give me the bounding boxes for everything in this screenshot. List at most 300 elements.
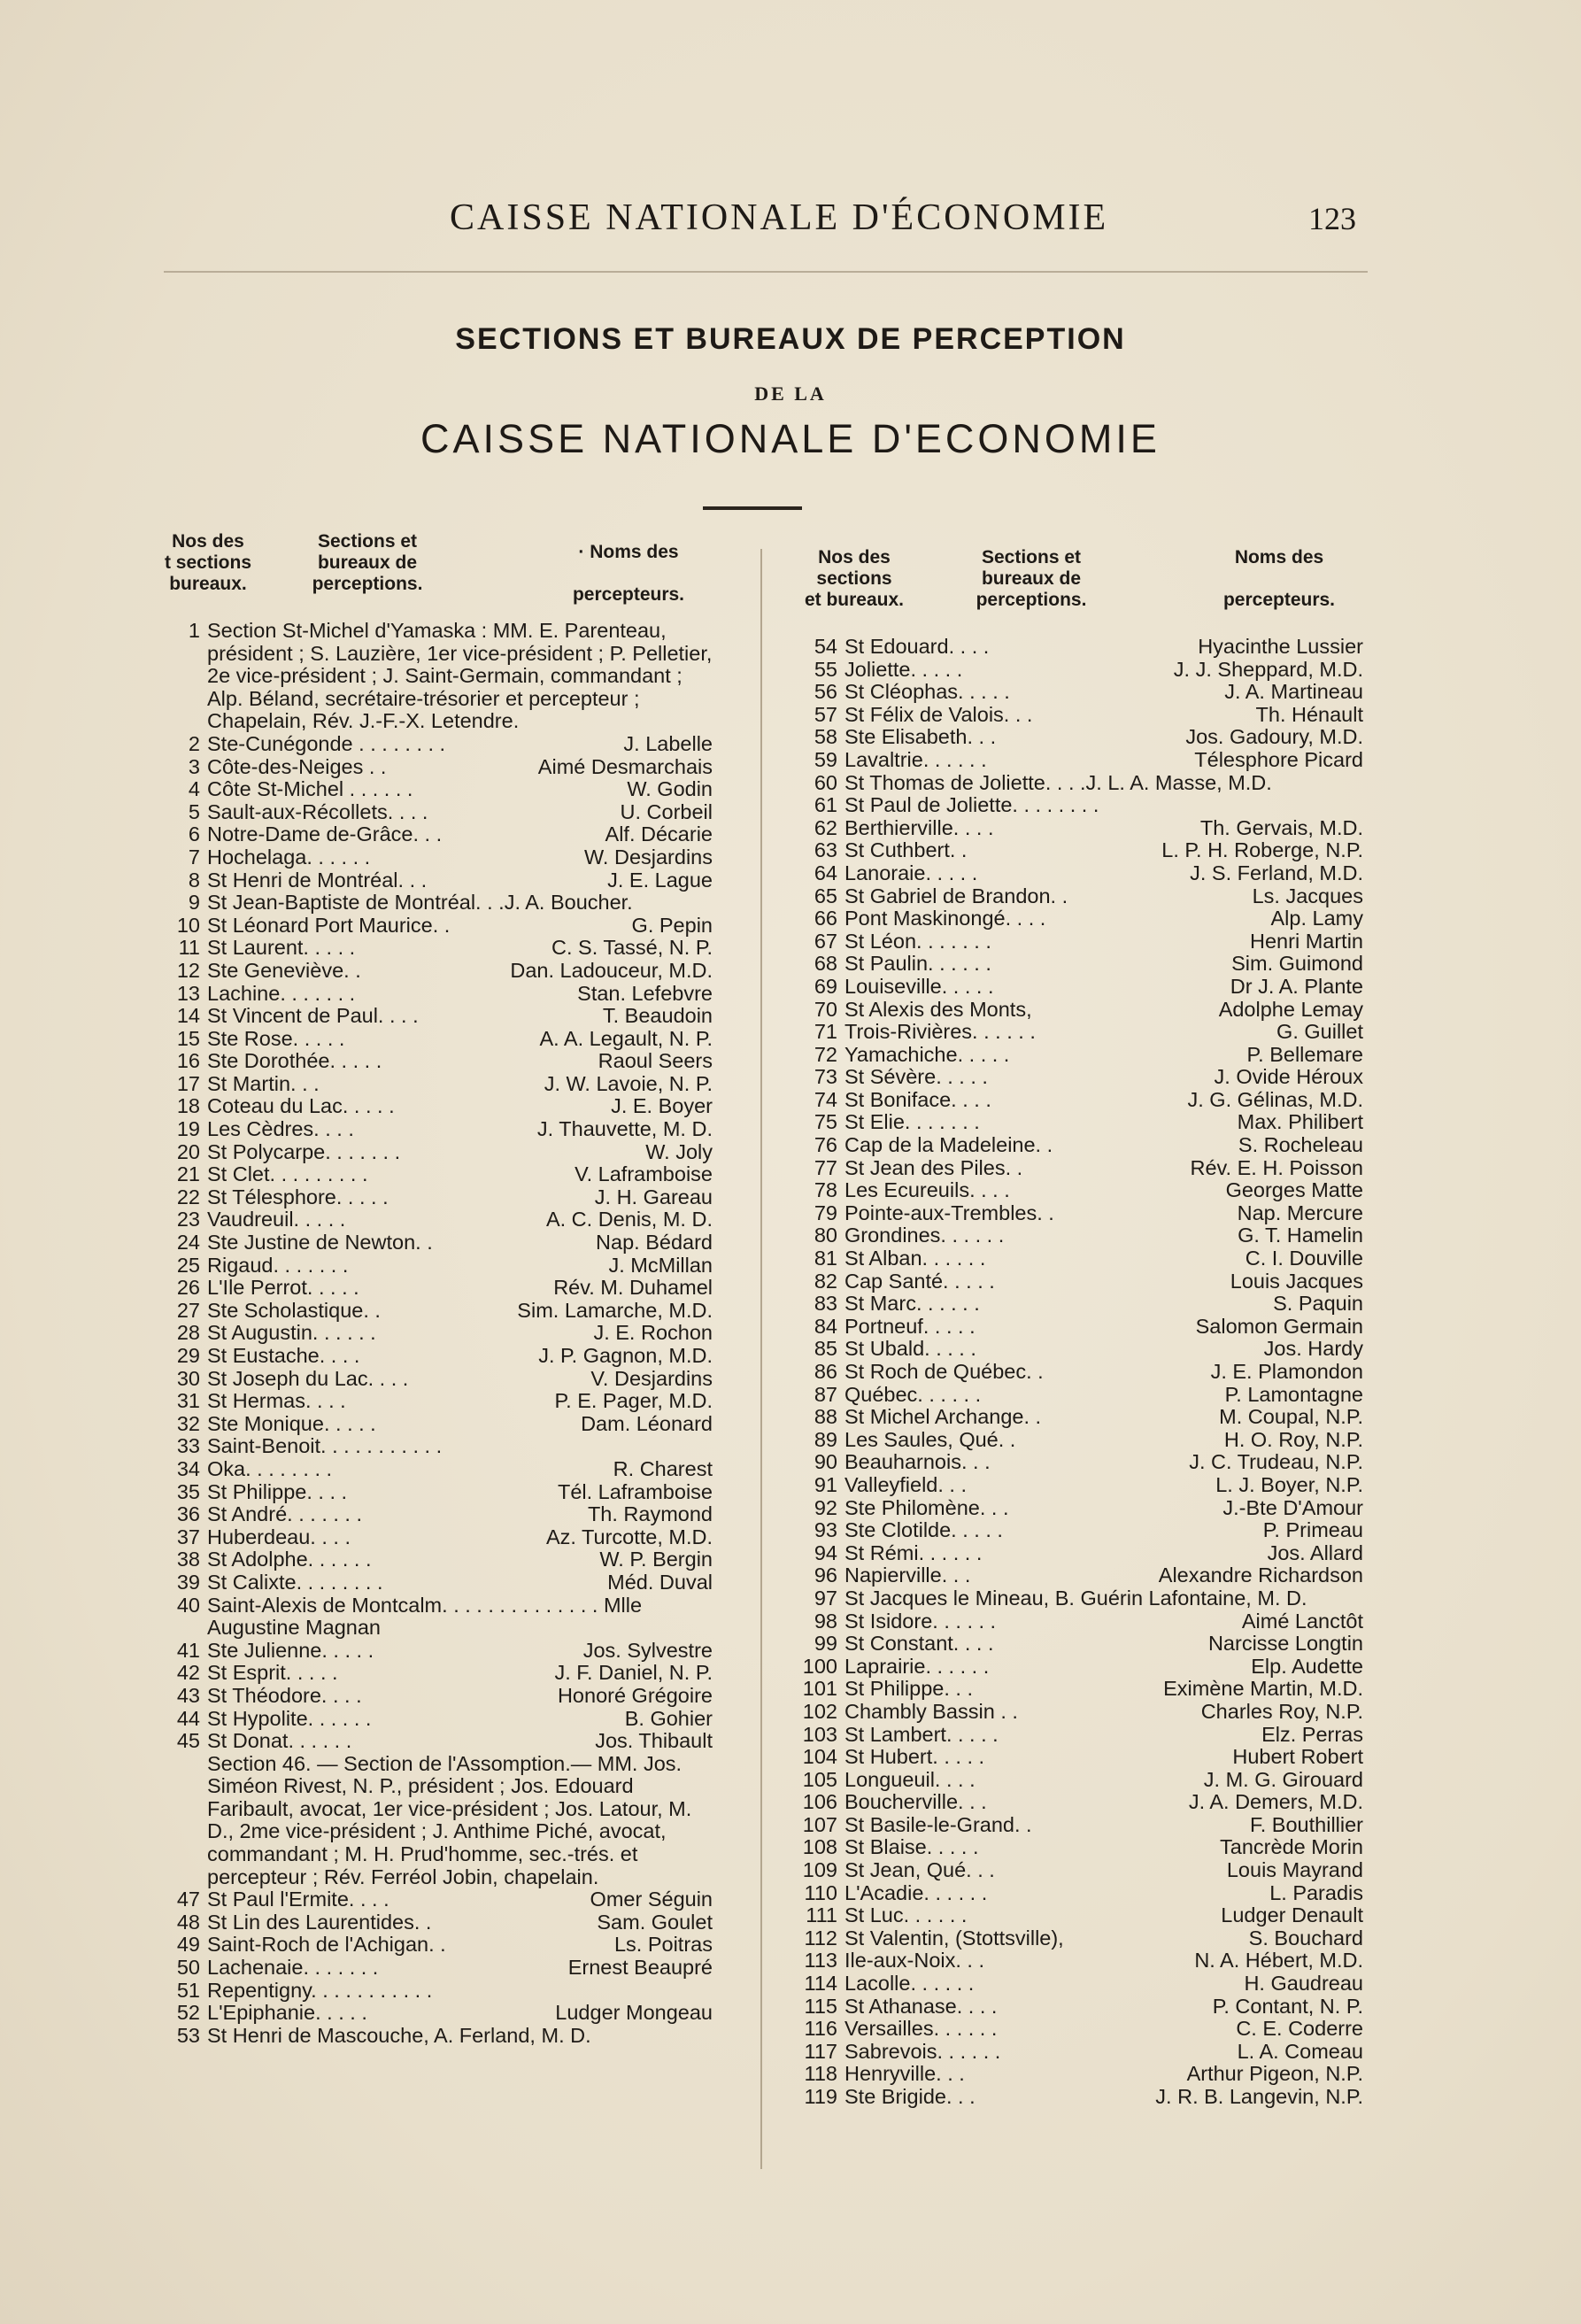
section-text: Oka. . . . . . . . bbox=[207, 1456, 333, 1480]
list-item bbox=[159, 1028, 713, 1051]
percepteur-name: Georges Matte bbox=[1225, 1178, 1363, 1202]
section-text: Les Saules, Qué. . bbox=[844, 1427, 1016, 1451]
section-number: 34 bbox=[176, 1456, 200, 1480]
section-text: L'Epiphanie. . . . . bbox=[207, 2001, 367, 2025]
list-item bbox=[797, 1927, 1363, 1950]
section-text: Ile-aux-Noix. . . bbox=[844, 1949, 985, 1973]
section-number: 5 bbox=[188, 799, 200, 823]
section-number: 51 bbox=[176, 1978, 200, 2002]
list-item bbox=[797, 976, 1363, 999]
percepteur-name: G. Pepin bbox=[631, 913, 713, 937]
section-number: 54 bbox=[814, 635, 837, 658]
section-number: 52 bbox=[176, 2001, 200, 2025]
list-item bbox=[797, 1610, 1363, 1633]
percepteur-name: Hyacinthe Lussier bbox=[1198, 635, 1363, 658]
section-number: 48 bbox=[176, 1910, 200, 1934]
list-item bbox=[797, 1293, 1363, 1316]
page-number: 123 bbox=[1308, 201, 1356, 236]
header-sections-bureaux: Sections et bureaux de perceptions. bbox=[976, 547, 1087, 610]
section-number: 78 bbox=[814, 1178, 837, 1202]
section-text: St Félix de Valois. . . bbox=[844, 702, 1033, 726]
section-number: 53 bbox=[176, 2023, 200, 2047]
section-text: L'Ile Perrot. . . . . bbox=[207, 1276, 359, 1300]
section-text: Ste Philomène. . . bbox=[844, 1495, 1009, 1519]
title-rule bbox=[703, 506, 802, 510]
section-number: 2 bbox=[188, 731, 200, 755]
section-number: 83 bbox=[814, 1292, 837, 1316]
section-number: 4 bbox=[188, 777, 200, 801]
section-text: Valleyfield. . . bbox=[844, 1472, 968, 1496]
section-text: Rigaud. . . . . . . bbox=[207, 1253, 349, 1277]
percepteur-name: Max. Philibert bbox=[1237, 1110, 1363, 1134]
section-text: Hochelaga. . . . . . bbox=[207, 845, 371, 869]
section-number: 69 bbox=[814, 974, 837, 998]
list-item bbox=[797, 1701, 1363, 1724]
section-number: 37 bbox=[176, 1525, 200, 1548]
section-number: 118 bbox=[804, 2062, 837, 2086]
percepteur-name: J. C. Trudeau, N.P. bbox=[1189, 1450, 1363, 1474]
section-text: Napierville. . . bbox=[844, 1563, 971, 1587]
right-column-headers bbox=[797, 547, 1363, 636]
list-item bbox=[797, 1157, 1363, 1180]
section-number: 87 bbox=[814, 1382, 837, 1406]
percepteur-name: Dan. Ladouceur, M.D. bbox=[510, 958, 713, 982]
section-text: St Théodore. . . . bbox=[207, 1683, 362, 1707]
section-number: 107 bbox=[802, 1812, 837, 1836]
list-item bbox=[797, 1724, 1363, 1747]
section-number: 12 bbox=[176, 958, 200, 982]
section-number: 31 bbox=[176, 1389, 200, 1413]
list-item bbox=[159, 1640, 713, 1663]
section-text: Sabrevois. . . . . . bbox=[844, 2039, 1001, 2063]
section-number: 41 bbox=[176, 1638, 200, 1662]
percepteur-name: J. H. Gareau bbox=[594, 1185, 713, 1208]
percepteur-name: Alp. Lamy bbox=[1270, 907, 1363, 930]
percepteur-name: Dam. Léonard bbox=[581, 1411, 713, 1435]
percepteur-name: Th. Gervais, M.D. bbox=[1199, 815, 1363, 839]
section-text: St Polycarpe. . . . . . . bbox=[207, 1139, 401, 1163]
list-item bbox=[159, 1300, 713, 1323]
percepteur-name: S. Rocheleau bbox=[1238, 1133, 1363, 1157]
section-text: St Lambert. . . . . bbox=[844, 1722, 999, 1746]
section-number: 84 bbox=[814, 1314, 837, 1338]
section-text: St Eustache. . . . bbox=[207, 1344, 360, 1367]
section-number: 23 bbox=[176, 1208, 200, 1231]
list-item bbox=[159, 1435, 713, 1458]
section-text: St Michel Archange. . bbox=[844, 1405, 1042, 1429]
section-number: 71 bbox=[814, 1020, 837, 1044]
percepteur-name: Ludger Denault bbox=[1221, 1903, 1363, 1927]
list-item bbox=[159, 1368, 713, 1391]
section-number: 28 bbox=[176, 1321, 200, 1345]
section-text: Ste Dorothée. . . . . bbox=[207, 1049, 382, 1073]
percepteur-name: Elz. Perras bbox=[1261, 1722, 1363, 1746]
section-number: 77 bbox=[814, 1155, 837, 1179]
section-text: St Philippe. . . bbox=[844, 1677, 973, 1701]
section-number: 57 bbox=[814, 702, 837, 726]
percepteur-name: P. Primeau bbox=[1262, 1518, 1363, 1542]
percepteur-name: F. Bouthillier bbox=[1250, 1812, 1363, 1836]
title-line-1: SECTIONS ET BUREAUX DE PERCEPTION bbox=[455, 322, 1126, 356]
percepteur-name: A. A. Legault, N. P. bbox=[539, 1026, 713, 1050]
percepteur-name: N. A. Hébert, M.D. bbox=[1194, 1949, 1363, 1973]
section-number: 70 bbox=[814, 997, 837, 1021]
list-item bbox=[797, 681, 1363, 704]
list-item bbox=[159, 1458, 713, 1481]
percepteur-name: Az. Turcotte, M.D. bbox=[545, 1525, 713, 1548]
list-item bbox=[159, 1163, 713, 1186]
percepteur-name: Omer Séguin bbox=[590, 1888, 713, 1911]
percepteur-name: J. Labelle bbox=[623, 731, 713, 755]
percepteur-name: J. F. Daniel, N. P. bbox=[554, 1661, 713, 1685]
list-item bbox=[797, 2086, 1363, 2109]
section-number: 111 bbox=[806, 1903, 837, 1927]
percepteur-name: Henri Martin bbox=[1250, 929, 1363, 953]
list-item bbox=[797, 636, 1363, 659]
section-text: Lacolle. . . . . . bbox=[844, 1972, 975, 1996]
section-text: St Athanase. . . . bbox=[844, 1994, 998, 2018]
section-number: 65 bbox=[814, 884, 837, 907]
section-text: St Léonard Port Maurice. . bbox=[207, 913, 451, 937]
section-text: Coteau du Lac. . . . . bbox=[207, 1094, 395, 1118]
section-text: St Blaise. . . . . bbox=[844, 1835, 979, 1859]
section-text: St Alexis des Monts, bbox=[844, 997, 1032, 1021]
percepteur-name: M. Coupal, N.P. bbox=[1219, 1405, 1363, 1429]
section-text: Côte St-Michel . . . . . . bbox=[207, 777, 413, 801]
list-item bbox=[159, 846, 713, 869]
list-item bbox=[797, 1044, 1363, 1067]
section-text: Saint-Roch de l'Achigan. . bbox=[207, 1933, 446, 1957]
section-text: Ste Justine de Newton. . bbox=[207, 1231, 433, 1255]
list-item bbox=[797, 1791, 1363, 1814]
section-text: Ste Rose. . . . . bbox=[207, 1026, 345, 1050]
section-text: St Léon. . . . . . . bbox=[844, 929, 991, 953]
section-text: Yamachiche. . . . . bbox=[844, 1042, 1010, 1066]
percepteur-name: C. E. Coderre bbox=[1236, 2017, 1363, 2041]
section-text: St Isidore. . . . . . bbox=[844, 1609, 997, 1633]
section-text: Huberdeau. . . . bbox=[207, 1525, 351, 1548]
list-item bbox=[797, 749, 1363, 772]
section-text: St Adolphe. . . . . . bbox=[207, 1548, 372, 1571]
section-number: 114 bbox=[804, 1972, 837, 1996]
list-item bbox=[797, 1089, 1363, 1112]
section-number: 27 bbox=[176, 1298, 200, 1322]
section-text: St André. . . . . . . bbox=[207, 1502, 363, 1526]
list-item bbox=[159, 1073, 713, 1096]
header-sections-bureaux: Sections et bureaux de perceptions. bbox=[312, 531, 423, 594]
percepteur-name: Sam. Goulet bbox=[597, 1910, 713, 1934]
section-number: 60 bbox=[814, 770, 837, 794]
list-item bbox=[159, 1255, 713, 1278]
section-text: Boucherville. . . bbox=[844, 1790, 987, 1814]
percepteur-name: Jos. Gadoury, M.D. bbox=[1185, 725, 1363, 749]
header-percepteurs: · Noms des percepteurs. bbox=[572, 542, 685, 605]
section-number: 11 bbox=[178, 936, 200, 960]
percepteur-name: Th. Hénault bbox=[1255, 702, 1363, 726]
section-number: 29 bbox=[176, 1344, 200, 1367]
section-text: Joliette. . . . . bbox=[844, 657, 963, 681]
section-number: 6 bbox=[188, 822, 200, 846]
list-item bbox=[159, 1708, 713, 1731]
section-text: Section St-Michel d'Yamaska : MM. E. Parenteau, président ; S. Lauzière, 1er vice-président ; P. Pelletier, 2e vice-président ; J. Saint-Germain, commandant ; Alp. Béland, secrétaire-trésorier et percepteur ; Chapelain, Rév. J.-F.-X. Letendre. bbox=[207, 619, 713, 733]
percepteur-name: Jos. Hardy bbox=[1263, 1337, 1363, 1361]
section-text: Ste Elisabeth. . . bbox=[844, 725, 997, 749]
list-item bbox=[159, 937, 713, 960]
section-number: 9 bbox=[188, 891, 200, 915]
section-number: 59 bbox=[814, 747, 837, 771]
section-number: 96 bbox=[814, 1563, 837, 1587]
header-section-numbers: Nos des sections et bureaux. bbox=[804, 547, 905, 610]
list-item bbox=[797, 2018, 1363, 2041]
percepteur-name: Tél. Laframboise bbox=[557, 1479, 713, 1503]
percepteur-name: L. P. H. Roberge, N.P. bbox=[1161, 838, 1363, 862]
percepteur-name: Nap. Bédard bbox=[596, 1231, 713, 1255]
section-text: St Lin des Laurentides. . bbox=[207, 1910, 432, 1934]
section-text: Longueuil. . . . bbox=[844, 1767, 976, 1791]
list-item bbox=[797, 1542, 1363, 1565]
percepteur-name: P. Bellemare bbox=[1246, 1042, 1363, 1066]
list-item bbox=[159, 1730, 713, 1753]
section-number: 112 bbox=[804, 1926, 837, 1950]
list-item bbox=[797, 1270, 1363, 1293]
percepteur-name: J. E. Rochon bbox=[593, 1321, 713, 1345]
list-item bbox=[159, 756, 713, 779]
section-text: Louiseville. . . . . bbox=[844, 974, 994, 998]
section-text: Ste Clotilde. . . . . bbox=[844, 1518, 1003, 1542]
section-text: St Ubald. . . . . bbox=[844, 1337, 976, 1361]
percepteur-name: Charles Roy, N.P. bbox=[1200, 1699, 1363, 1723]
percepteur-name: C. I. Douville bbox=[1245, 1247, 1363, 1270]
left-entry-list bbox=[159, 620, 713, 2047]
section-number: 105 bbox=[802, 1767, 837, 1791]
section-text: Berthierville. . . . bbox=[844, 815, 994, 839]
section-number: 44 bbox=[176, 1706, 200, 1730]
section-number: 119 bbox=[804, 2085, 837, 2108]
percepteur-name: J. A. Demers, M.D. bbox=[1188, 1790, 1363, 1814]
percepteur-name: Louis Jacques bbox=[1230, 1269, 1363, 1293]
section-number: 63 bbox=[814, 838, 837, 862]
percepteur-name: J. Thauvette, M. D. bbox=[536, 1117, 713, 1141]
section-text: Pointe-aux-Trembles. . bbox=[844, 1201, 1054, 1224]
section-number: 72 bbox=[814, 1042, 837, 1066]
section-text: Beauharnois. . . bbox=[844, 1450, 991, 1474]
section-text: St Basile-le-Grand. . bbox=[844, 1812, 1032, 1836]
list-item bbox=[797, 1973, 1363, 1996]
percepteur-name: Louis Mayrand bbox=[1226, 1858, 1363, 1882]
list-item bbox=[159, 1980, 713, 2003]
list-item bbox=[797, 1384, 1363, 1407]
list-item bbox=[159, 1277, 713, 1300]
section-number: 43 bbox=[176, 1683, 200, 1707]
percepteur-name: G. Guillet bbox=[1276, 1020, 1363, 1044]
list-item bbox=[797, 1224, 1363, 1247]
section-number: 75 bbox=[814, 1110, 837, 1134]
section-number: 7 bbox=[188, 845, 200, 869]
percepteur-name: G. T. Hamelin bbox=[1238, 1224, 1363, 1247]
section-number: 35 bbox=[176, 1479, 200, 1503]
section-number: 110 bbox=[804, 1880, 837, 1904]
percepteur-name: Eximène Martin, M.D. bbox=[1163, 1677, 1363, 1701]
section-number: 64 bbox=[814, 861, 837, 884]
list-item bbox=[797, 885, 1363, 908]
section-number: 26 bbox=[176, 1276, 200, 1300]
section-text: St Hubert. . . . . bbox=[844, 1745, 985, 1769]
list-item bbox=[797, 1519, 1363, 1542]
percepteur-name: J. J. Sheppard, M.D. bbox=[1173, 657, 1363, 681]
list-item bbox=[159, 915, 713, 938]
section-text: St Valentin, (Stottsville), bbox=[844, 1926, 1064, 1950]
list-item bbox=[159, 620, 713, 733]
section-text: L'Acadie. . . . . . bbox=[844, 1880, 988, 1904]
list-item bbox=[159, 892, 713, 915]
list-item bbox=[159, 1503, 713, 1526]
list-item bbox=[797, 1678, 1363, 1701]
section-text: St Jacques le Mineau, B. Guérin Lafontaine, M. D. bbox=[844, 1586, 1307, 1610]
percepteur-name: Raoul Seers bbox=[598, 1049, 713, 1073]
section-text: St Paulin. . . . . . bbox=[844, 952, 991, 976]
list-item bbox=[797, 1769, 1363, 1792]
section-text: St Edouard. . . . bbox=[844, 635, 990, 658]
list-item bbox=[797, 1338, 1363, 1361]
section-number: 82 bbox=[814, 1269, 837, 1293]
section-number: 22 bbox=[176, 1185, 200, 1208]
list-item bbox=[797, 1111, 1363, 1134]
percepteur-name: J. E. Plamondon bbox=[1210, 1360, 1363, 1383]
percepteur-name: S. Paquin bbox=[1273, 1292, 1363, 1316]
list-item bbox=[159, 2025, 713, 2048]
section-number: 102 bbox=[802, 1699, 837, 1723]
section-number: 67 bbox=[814, 929, 837, 953]
section-number: 8 bbox=[188, 868, 200, 892]
percepteur-name: Alexandre Richardson bbox=[1158, 1563, 1363, 1587]
list-item bbox=[797, 862, 1363, 885]
section-text: St Télesphore. . . . . bbox=[207, 1185, 389, 1208]
list-item bbox=[159, 1911, 713, 1934]
section-number: 113 bbox=[804, 1949, 837, 1973]
section-number: 79 bbox=[814, 1201, 837, 1224]
section-text: St Marc. . . . . . bbox=[844, 1292, 980, 1316]
section-number: 56 bbox=[814, 680, 837, 704]
percepteur-name: V. Desjardins bbox=[590, 1366, 713, 1390]
section-number: 97 bbox=[814, 1586, 837, 1610]
section-number: 90 bbox=[814, 1450, 837, 1474]
percepteur-name: L. A. Comeau bbox=[1237, 2039, 1363, 2063]
section-text: Ste Julienne. . . . . bbox=[207, 1638, 374, 1662]
list-item bbox=[159, 1934, 713, 1957]
list-item bbox=[797, 839, 1363, 862]
list-item bbox=[159, 1594, 713, 1640]
list-item bbox=[797, 953, 1363, 976]
section-text: St Augustin. . . . . . bbox=[207, 1321, 376, 1345]
list-item bbox=[797, 1021, 1363, 1044]
section-text: Lachenaie. . . . . . . bbox=[207, 1956, 379, 1980]
section-text: Ste Monique. . . . . bbox=[207, 1411, 376, 1435]
list-item bbox=[797, 999, 1363, 1022]
section-text: St Constant. . . . bbox=[844, 1632, 994, 1656]
percepteur-name: Ludger Mongeau bbox=[555, 2001, 713, 2025]
section-text: St Roch de Québec. . bbox=[844, 1360, 1044, 1383]
list-item bbox=[159, 778, 713, 801]
section-text: St Martin. . . bbox=[207, 1071, 320, 1095]
section-text: St Philippe. . . . bbox=[207, 1479, 348, 1503]
list-item bbox=[797, 1996, 1363, 2019]
section-text: St Donat. . . . . . bbox=[207, 1729, 352, 1753]
section-text: Notre-Dame de-Grâce. . . bbox=[207, 822, 443, 846]
list-item bbox=[797, 1429, 1363, 1452]
percepteur-name: J. W. Lavoie, N. P. bbox=[544, 1071, 713, 1095]
list-item bbox=[159, 1390, 713, 1413]
section-number: 40 bbox=[176, 1593, 200, 1617]
list-item bbox=[159, 1753, 713, 1889]
list-item bbox=[797, 1361, 1363, 1384]
section-text: St Sévère. . . . . bbox=[844, 1065, 988, 1089]
percepteur-name: J. R. B. Langevin, N.P. bbox=[1155, 2085, 1363, 2108]
list-item bbox=[797, 794, 1363, 817]
percepteur-name: H. O. Roy, N.P. bbox=[1223, 1427, 1363, 1451]
percepteur-name: W. P. Bergin bbox=[599, 1548, 713, 1571]
list-item bbox=[159, 1571, 713, 1594]
list-item bbox=[797, 1202, 1363, 1225]
section-text: Ste-Cunégonde . . . . . . . . bbox=[207, 731, 446, 755]
list-item bbox=[159, 1662, 713, 1685]
list-item bbox=[159, 1685, 713, 1708]
percepteur-name: W. Desjardins bbox=[584, 845, 713, 869]
list-item bbox=[159, 1186, 713, 1209]
list-item bbox=[797, 2041, 1363, 2064]
section-text: St Boniface. . . . bbox=[844, 1087, 991, 1111]
list-item bbox=[797, 1316, 1363, 1339]
section-number: 49 bbox=[176, 1933, 200, 1957]
list-item bbox=[159, 1957, 713, 1980]
percepteur-name: Sim. Guimond bbox=[1231, 952, 1363, 976]
section-text: Henryville. . . bbox=[844, 2062, 965, 2086]
list-item bbox=[797, 772, 1363, 795]
percepteur-name: B. Gohier bbox=[624, 1706, 713, 1730]
percepteur-name: J. Ovide Héroux bbox=[1214, 1065, 1363, 1089]
section-number: 3 bbox=[188, 754, 200, 778]
list-item bbox=[159, 1888, 713, 1911]
list-item bbox=[159, 960, 713, 983]
list-item bbox=[797, 1950, 1363, 1973]
section-number: 74 bbox=[814, 1087, 837, 1111]
section-text: St Hermas. . . . bbox=[207, 1389, 346, 1413]
list-item bbox=[797, 907, 1363, 930]
section-text: St Hypolite. . . . . . bbox=[207, 1706, 372, 1730]
section-number: 32 bbox=[176, 1411, 200, 1435]
section-number: 17 bbox=[176, 1071, 200, 1095]
section-number: 1 bbox=[188, 619, 200, 642]
section-number: 15 bbox=[176, 1026, 200, 1050]
list-item bbox=[159, 823, 713, 846]
right-column bbox=[797, 547, 1363, 2109]
percepteur-name: T. Beaudoin bbox=[602, 1004, 713, 1028]
title-line-3: CAISSE NATIONALE D'ECONOMIE bbox=[420, 416, 1161, 461]
section-number: 108 bbox=[802, 1835, 837, 1859]
list-item bbox=[797, 1882, 1363, 1905]
percepteur-name: Honoré Grégoire bbox=[557, 1683, 713, 1707]
section-text: Section 46. — Section de l'Assomption.— MM. Jos. Siméon Rivest, N. P., président ; Jos. Edouard Faribault, avocat, 1er vice-président ; Jos. Latour, M. D., 2me vice-président ; J. Anthime Piché, avocat, commandant ; M. H. Prud'homme, sec.-trés. et percepteur ; Rév. Ferréol Jobin, chapelain. bbox=[207, 1751, 692, 1888]
section-text: Les Ecureuils. . . . bbox=[844, 1178, 1010, 1202]
percepteur-name: P. E. Pager, M.D. bbox=[554, 1389, 713, 1413]
section-text: St Gabriel de Brandon. . bbox=[844, 884, 1068, 907]
list-item bbox=[797, 1859, 1363, 1882]
list-item bbox=[159, 1095, 713, 1118]
section-number: 76 bbox=[814, 1133, 837, 1157]
section-text: St Clet. . . . . . . . . bbox=[207, 1162, 368, 1186]
list-item bbox=[797, 1066, 1363, 1089]
percepteur-name: J. M. G. Girouard bbox=[1203, 1767, 1363, 1791]
list-item bbox=[159, 1481, 713, 1504]
